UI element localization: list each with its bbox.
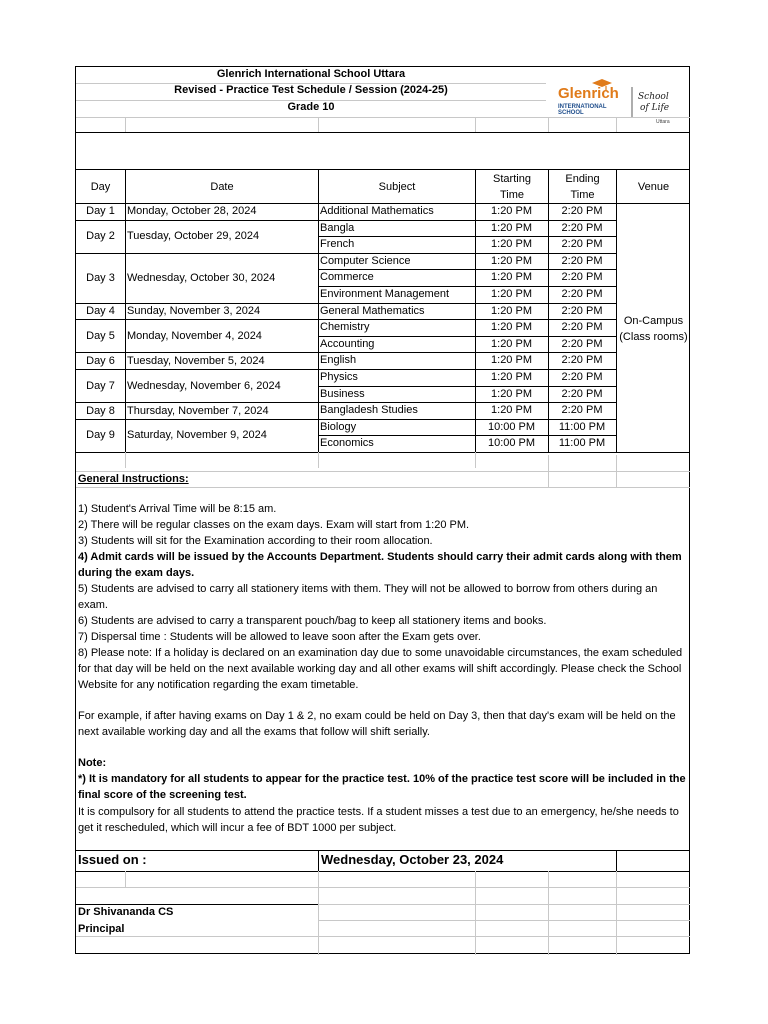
end-time-cell: 2:20 PM: [561, 254, 603, 267]
logo-brand: Glenrich: [558, 85, 619, 102]
day-cell: Day 1: [86, 205, 115, 218]
start-time-cell: 1:20 PM: [491, 354, 532, 367]
subject-cell: Accounting: [320, 337, 375, 350]
end-time-cell: 2:20 PM: [561, 221, 603, 234]
venue-line-1: On-Campus: [623, 315, 684, 327]
date-cell: Saturday, November 9, 2024: [127, 429, 267, 442]
end-time-cell: 2:20 PM: [561, 205, 603, 217]
note-heading: Note:: [78, 757, 107, 769]
end-time-cell: 2:20 PM: [561, 321, 603, 334]
end-time-cell: 2:20 PM: [561, 404, 603, 417]
subject-cell: Additional Mathematics: [320, 205, 434, 217]
logo-subtitle-2: SCHOOL: [558, 110, 584, 116]
school-name: Glenrich International School Uttara: [216, 68, 406, 80]
note-compulsory: It is compulsory for all students to attend the practice tests. If a student misses a test due to an emergency, he/she needs to get it rescheduled, which will incur a fee of BDT 1000 per subject.: [78, 806, 679, 834]
start-time-cell: 10:00 PM: [487, 420, 536, 433]
end-time-cell: 11:00 PM: [558, 420, 606, 433]
header-end-2: Time: [570, 189, 595, 201]
start-time-cell: 1:20 PM: [491, 371, 532, 383]
venue-line-2: (Class rooms): [619, 331, 688, 343]
instructions-heading: General Instructions:: [78, 473, 189, 485]
instruction-7: 7) Dispersal time : Students will be allowed to leave soon after the Exam gets over.: [78, 631, 481, 643]
header-day: Day: [90, 181, 111, 193]
start-time-cell: 1:20 PM: [491, 221, 532, 234]
instruction-4: 4) Admit cards will be issued by the Accounts Department. Students should carry their admit cards along with them during the exam days.: [78, 551, 682, 579]
subject-cell: Bangladesh Studies: [320, 404, 418, 417]
end-time-cell: 11:00 PM: [558, 437, 606, 450]
date-cell: Monday, November 4, 2024: [127, 329, 262, 342]
schedule-sheet: [75, 66, 690, 954]
date-cell: Tuesday, November 5, 2024: [127, 354, 265, 367]
end-time-cell: 2:20 PM: [561, 354, 603, 367]
issued-label: Issued on :: [78, 852, 147, 867]
school-logo: [556, 73, 684, 129]
logo-tagline-2: of Life: [640, 103, 670, 113]
start-time-cell: 1:20 PM: [491, 321, 532, 334]
subject-cell: Commerce: [320, 271, 374, 284]
end-time-cell: 2:20 PM: [561, 304, 603, 317]
instruction-6: 6) Students are advised to carry a transparent pouch/bag to keep all stationery items and books.: [78, 615, 547, 627]
date-cell: Sunday, November 3, 2024: [127, 304, 261, 317]
signatory-title: Principal: [78, 923, 125, 935]
logo-campus: Uttara: [656, 119, 670, 125]
signatory-name: Dr Shivananda CS: [78, 906, 174, 918]
start-time-cell: 1:20 PM: [491, 254, 532, 267]
start-time-cell: 10:00 PM: [487, 437, 536, 450]
subject-cell: Business: [320, 387, 365, 400]
subject-cell: Environment Management: [320, 288, 450, 300]
example-text: For example, if after having exams on Day 1 & 2, no exam could be held on Day 3, then that day's exam will be held on the next available working day and all the exams that follow will shift serially.: [78, 710, 676, 738]
day-cell: Day 3: [86, 271, 115, 284]
date-cell: Monday, October 28, 2024: [127, 205, 257, 218]
subject-cell: French: [320, 238, 355, 251]
end-time-cell: 2:20 PM: [561, 238, 603, 251]
day-cell: Day 7: [86, 379, 115, 392]
end-time-cell: 2:20 PM: [561, 337, 603, 350]
subject-cell: Physics: [320, 371, 358, 383]
instruction-1: 1) Student's Arrival Time will be 8:15 am.: [78, 503, 277, 515]
grade-label: Grade 10: [287, 101, 335, 113]
instruction-8: 8) Please note: If a holiday is declared on an examination day due to some unavoidable circumstances, the exam scheduled for that day will be held on the next available working day and all other exams will shift accordingly. Please check the School Website for any notification regarding the exam timetable.: [78, 647, 683, 691]
date-cell: Wednesday, October 30, 2024: [127, 271, 276, 284]
day-cell: Day 8: [86, 404, 115, 417]
subject-cell: Economics: [320, 437, 374, 450]
start-time-cell: 1:20 PM: [491, 337, 532, 350]
issued-date: Wednesday, October 23, 2024: [321, 852, 504, 867]
logo-subtitle-1: INTERNATIONAL: [558, 104, 607, 110]
subject-cell: General Mathematics: [320, 304, 425, 317]
end-time-cell: 2:20 PM: [561, 387, 603, 400]
header-start-2: Time: [499, 189, 525, 201]
subject-cell: Bangla: [320, 221, 355, 234]
note-mandatory: *) It is mandatory for all students to appear for the practice test. 10% of the practice test score will be included in the final score of the screening test.: [78, 773, 686, 801]
start-time-cell: 1:20 PM: [491, 271, 532, 284]
schedule-title: Revised - Practice Test Schedule / Session (2024-25): [174, 84, 448, 96]
date-cell: Tuesday, October 29, 2024: [127, 230, 260, 243]
day-cell: Day 4: [86, 304, 115, 317]
end-time-cell: 2:20 PM: [561, 288, 603, 300]
subject-cell: Biology: [320, 420, 357, 433]
logo-tagline-1: School: [638, 92, 669, 102]
instruction-5: 5) Students are advised to carry all stationery items with them. They will not be allowed to borrow from others during an exam.: [78, 583, 658, 611]
date-cell: Wednesday, November 6, 2024: [127, 379, 281, 392]
start-time-cell: 1:20 PM: [491, 404, 532, 417]
logo-graphic: [556, 73, 684, 129]
header-date: Date: [210, 181, 234, 193]
start-time-cell: 1:20 PM: [491, 387, 532, 400]
day-cell: Day 6: [86, 354, 115, 367]
day-cell: Day 5: [86, 329, 115, 342]
subject-cell: Chemistry: [320, 321, 370, 334]
instruction-3: 3) Students will sit for the Examination according to their room allocation.: [78, 535, 433, 547]
start-time-cell: 1:20 PM: [491, 205, 532, 217]
start-time-cell: 1:20 PM: [491, 238, 532, 251]
end-time-cell: 2:20 PM: [561, 271, 603, 284]
start-time-cell: 1:20 PM: [491, 304, 532, 317]
instruction-2: 2) There will be regular classes on the exam days. Exam will start from 1:20 PM.: [78, 519, 470, 531]
start-time-cell: 1:20 PM: [491, 288, 532, 300]
date-cell: Thursday, November 7, 2024: [127, 404, 269, 417]
header-start-1: Starting: [493, 173, 531, 185]
subject-cell: English: [320, 354, 357, 367]
header-subject: Subject: [378, 181, 416, 193]
header-end-1: Ending: [565, 173, 600, 185]
subject-cell: Computer Science: [320, 254, 411, 267]
day-cell: Day 2: [86, 230, 115, 243]
day-cell: Day 9: [86, 429, 115, 442]
end-time-cell: 2:20 PM: [561, 371, 603, 383]
header-venue: Venue: [637, 181, 670, 193]
